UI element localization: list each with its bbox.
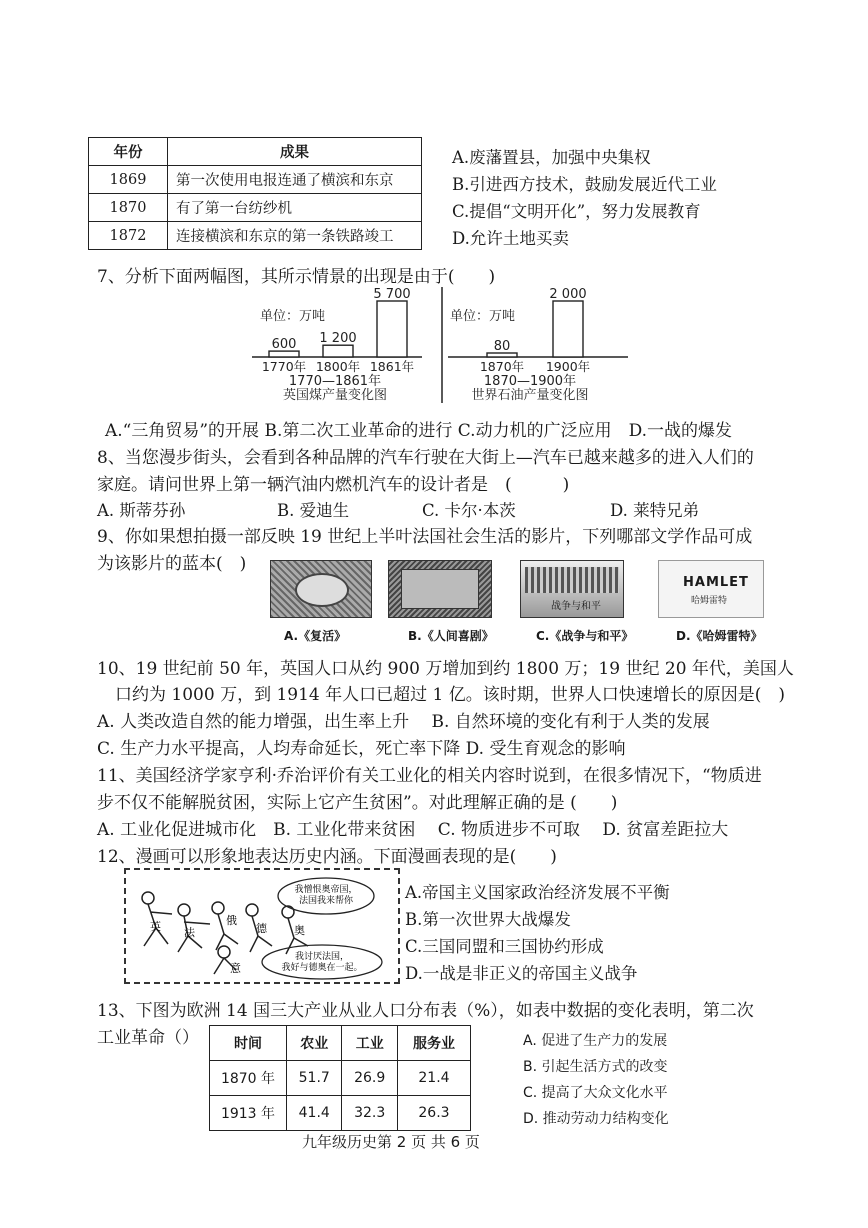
q8-option-c[interactable]: C. 卡尔·本茨 — [422, 501, 516, 520]
bar — [323, 345, 353, 357]
table-row — [89, 222, 422, 250]
oil-unit-label: 单位：万吨 — [450, 309, 516, 324]
coal-unit-label: 单位：万吨 — [260, 309, 326, 324]
bubble-2-line2: 我好与德奥在一起。 — [281, 963, 363, 973]
table-cell: 1869 — [89, 166, 168, 194]
table-cell: 26.3 — [397, 1096, 470, 1131]
bubble-1-line2: 法国我来帮你 — [298, 896, 354, 906]
q6-option-b[interactable]: B.引进西方技术，鼓励发展近代工业 — [452, 175, 717, 194]
q10-stem-line1: 10、19 世纪前 50 年，英国人口从约 900 万增加到约 1800 万；19 世纪 20 年代，美国人 — [97, 659, 794, 679]
cartoon-drawing — [126, 870, 398, 982]
q8-stem-line1: 8、当您漫步街头，会看到各种品牌的汽车行驶在大街上—汽车已越来越多的进入人们的 — [97, 448, 754, 468]
employment-table — [209, 1025, 471, 1131]
category-label: 1870年 — [479, 359, 525, 374]
bar-value-label: 2 000 — [549, 287, 587, 302]
bar — [553, 301, 583, 357]
table-row — [210, 1096, 471, 1131]
book-cover-resurrection — [270, 560, 372, 618]
label-france: 法 — [184, 926, 195, 939]
table-cell: 51.7 — [287, 1061, 342, 1096]
bar-value-label: 5 700 — [373, 287, 411, 302]
table-row — [89, 166, 422, 194]
q6-option-a[interactable]: A.废藩置县，加强中央集权 — [452, 148, 651, 167]
cover-title-hamlet: HAMLET — [683, 575, 749, 590]
category-label: 1861年 — [369, 359, 415, 374]
table-cell: 32.3 — [342, 1096, 397, 1131]
category-label: 1770年 — [261, 359, 307, 374]
table-header-year: 年份 — [89, 138, 168, 166]
q9-stem-line1: 9、你如果想拍摄一部反映 19 世纪上半叶法国社会生活的影片，下列哪部文学作品可成 — [97, 527, 753, 547]
book-cover-hamlet — [658, 560, 764, 618]
achievements-table — [88, 137, 422, 250]
q9-option-d[interactable]: D.《哈姆雷特》 — [676, 629, 763, 643]
table-cell: 1872 — [89, 222, 168, 250]
speech-bubble-2 — [262, 945, 382, 979]
q10-options-line1[interactable]: A. 人类改造自然的能力增强，出生率上升 B. 自然环境的变化有利于人类的发展 — [97, 712, 710, 732]
q9-stem-line2: 为该影片的蓝本( ) — [97, 554, 247, 574]
q12-option-a[interactable]: A.帝国主义国家政治经济发展不平衡 — [405, 883, 670, 902]
table-cell: 1870 年 — [210, 1061, 287, 1096]
cover-emblem — [295, 573, 349, 607]
table-row — [210, 1061, 471, 1096]
table-cell: 21.4 — [397, 1061, 470, 1096]
coal-chart — [252, 287, 422, 403]
bar-value-label: 1 200 — [319, 331, 357, 347]
label-austria: 奥 — [294, 924, 305, 937]
q8-option-b[interactable]: B. 爱迪生 — [277, 501, 350, 520]
q11-stem-line1: 11、美国经济学家亨利·乔治评价有关工业化的相关内容时说到，在很多情况下，“物质进 — [97, 766, 762, 786]
bubble-1-line1: 我憎恨奥帝国， — [294, 885, 358, 895]
q12-option-d[interactable]: D.一战是非正义的帝国主义战争 — [405, 964, 638, 983]
table-row — [89, 194, 422, 222]
label-italy: 意 — [230, 962, 241, 975]
cartoon-image — [124, 868, 400, 984]
coal-subtitle: 1770—1861年 — [288, 374, 382, 389]
table-header-services: 服务业 — [397, 1026, 470, 1061]
q6-option-c[interactable]: C.提倡“文明开化”，努力发展教育 — [452, 202, 701, 221]
table-cell: 26.9 — [342, 1061, 397, 1096]
oil-title: 世界石油产量变化图 — [471, 388, 589, 403]
q13-option-a[interactable]: A. 促进了生产力的发展 — [523, 1033, 668, 1049]
q7-options[interactable]: A.“三角贸易”的开展 B.第二次工业革命的进行 C.动力机的广泛应用 D.一战的爆发 — [105, 421, 732, 441]
cover-title-text: 战争与和平 — [551, 601, 601, 612]
q10-options-line2[interactable]: C. 生产力水平提高，人均寿命延长，死亡率下降 D. 受生育观念的影响 — [97, 739, 626, 759]
q13-stem-line2: 工业革命（） — [97, 1028, 199, 1048]
table-header-time: 时间 — [210, 1026, 287, 1061]
q7-stem: 7、分析下面两幅图，其所示情景的出现是由于( ) — [97, 267, 496, 287]
oil-chart — [448, 287, 628, 403]
table-cell: 1913 年 — [210, 1096, 287, 1131]
q10-stem-line2: 口约为 1000 万，到 1914 年人口已超过 1 亿。该时期，世界人口快速增长的原因是( ) — [115, 685, 786, 705]
label-britain: 英 — [150, 920, 161, 933]
q8-option-a[interactable]: A. 斯蒂芬孙 — [97, 501, 186, 520]
cover-illustration — [401, 569, 479, 609]
q13-option-b[interactable]: B. 引起生活方式的改变 — [523, 1059, 668, 1075]
page-footer: 九年级历史第 2 页 共 6 页 — [302, 1133, 480, 1151]
q13-option-d[interactable]: D. 推动劳动力结构变化 — [523, 1111, 669, 1127]
label-russia: 俄 — [226, 914, 237, 927]
q9-option-a[interactable]: A.《复活》 — [284, 629, 347, 643]
table-cell: 第一次使用电报连通了横滨和东京 — [168, 166, 422, 194]
q13-option-c[interactable]: C. 提高了大众文化水平 — [523, 1085, 668, 1101]
bubble-2-line1: 我讨厌法国， — [294, 952, 350, 962]
book-cover-war-and-peace — [520, 560, 624, 618]
table-cell: 连接横滨和东京的第一条铁路竣工 — [168, 222, 422, 250]
q8-stem-line2: 家庭。请问世界上第一辆汽油内燃机汽车的设计者是 ( ) — [97, 475, 570, 495]
q11-options[interactable]: A. 工业化促进城市化 B. 工业化带来贫困 C. 物质进步不可取 D. 贫富差距拉大 — [97, 820, 729, 840]
cover-subtitle-hamlet: 哈姆雷特 — [691, 596, 728, 606]
bar-value-label: 80 — [493, 339, 511, 354]
category-label: 1900年 — [545, 359, 591, 374]
table-header-agriculture: 农业 — [287, 1026, 342, 1061]
label-germany: 德 — [256, 922, 267, 935]
q7-charts — [240, 285, 630, 410]
q9-option-b[interactable]: B.《人间喜剧》 — [408, 629, 494, 643]
q13-stem-line1: 13、下图为欧洲 14 国三大产业从业人口分布表（%），如表中数据的变化表明，第二次 — [97, 1001, 754, 1021]
table-cell: 有了第一台纺纱机 — [168, 194, 422, 222]
coal-title: 英国煤产量变化图 — [282, 388, 388, 403]
book-cover-human-comedy — [388, 560, 492, 618]
cover-scene — [525, 567, 619, 593]
bar — [377, 301, 407, 357]
q9-option-c[interactable]: C.《战争与和平》 — [536, 629, 634, 643]
q8-option-d[interactable]: D. 莱特兄弟 — [610, 501, 700, 520]
table-header-achievement: 成果 — [168, 138, 422, 166]
category-label: 1800年 — [315, 359, 361, 374]
q12-option-c[interactable]: C.三国同盟和三国协约形成 — [405, 937, 604, 956]
q11-stem-line2: 步不仅不能解脱贫困，实际上它产生贫困”。对此理解正确的是 ( ) — [97, 793, 618, 813]
table-cell: 1870 — [89, 194, 168, 222]
table-header-industry: 工业 — [342, 1026, 397, 1061]
q12-stem: 12、漫画可以形象地表达历史内涵。下面漫画表现的是( ) — [97, 847, 557, 867]
oil-subtitle: 1870—1900年 — [483, 374, 577, 389]
bar-value-label: 600 — [271, 337, 297, 353]
q6-option-d[interactable]: D.允许土地买卖 — [452, 229, 569, 248]
q12-option-b[interactable]: B.第一次世界大战爆发 — [405, 910, 571, 929]
table-cell: 41.4 — [287, 1096, 342, 1131]
